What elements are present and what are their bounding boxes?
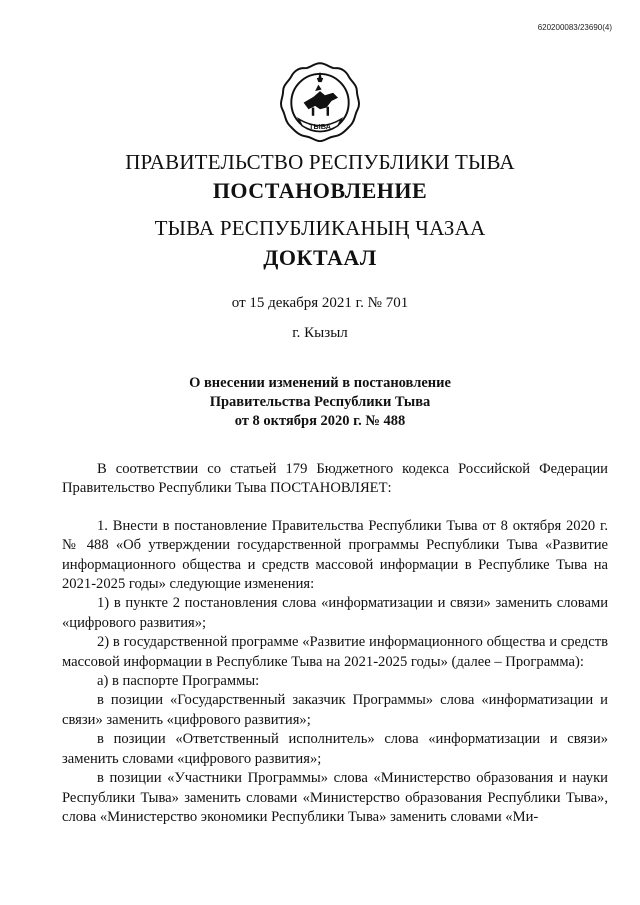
paragraph: 1) в пункте 2 постановления слова «информатизации и связи» заменить словами «цифрового развития»; (62, 595, 608, 631)
paragraph: 1. Внести в постановление Правительства Республики Тыва от 8 октября 2020 г. № 488 «Об утверждении государственной программы Республики Тыва «Развитие информационного общества и средств массовой информации в Республике Тыва на 2021-2025 годы» следующие изменения: (62, 517, 608, 593)
government-title-tyv: ТЫВА РЕСПУБЛИКАНЫҢ ЧАЗАА (154, 216, 486, 240)
decree-title-tyv: ДОКТААЛ (263, 245, 377, 270)
paragraph: в позиции «Ответственный исполнитель» слова «информатизации и связи» заменить словами «цифрового развития»; (62, 731, 608, 767)
decree-body (62, 460, 608, 827)
paragraph: в позиции «Государственный заказчик Программы» слова «информатизации и связи» заменить «цифрового развития»; (62, 692, 608, 728)
paragraph: 2) в государственной программе «Развитие информационного общества и средств массовой информации в Республике Тыва на 2021-2025 годы» (далее – Программа): (62, 634, 608, 670)
registration-number: 620200083/23690(4) (537, 23, 612, 32)
subject-line: Правительства Республики Тыва (209, 394, 431, 410)
subject-line: от 8 октября 2020 г. № 488 (234, 413, 406, 429)
subject-line: О внесении изменений в постановление (189, 375, 451, 391)
paragraph: в позиции «Участники Программы» слова «Министерство образования и науки Республики Тыва» заменить словами «Министерство образования Республики Тыва», слова «Министерство экономики Республики Тыва» заменить словами «Ми- (62, 770, 608, 825)
tuva-emblem-icon (279, 60, 361, 142)
decree-city: г. Кызыл (292, 325, 348, 341)
paragraph: В соответствии со статьей 179 Бюджетного кодекса Российской Федерации Правительство Республики Тыва ПОСТАНОВЛЯЕТ: (62, 461, 608, 497)
emblem-label: ТЫВА (308, 121, 332, 131)
decree-title-ru: ПОСТАНОВЛЕНИЕ (212, 178, 428, 203)
decree-subject (0, 374, 640, 431)
paragraph: а) в паспорте Программы: (97, 673, 260, 690)
decree-date: от 15 декабря 2021 г. № 701 (231, 295, 409, 311)
government-title-ru: ПРАВИТЕЛЬСТВО РЕСПУБЛИКИ ТЫВА (125, 150, 515, 174)
